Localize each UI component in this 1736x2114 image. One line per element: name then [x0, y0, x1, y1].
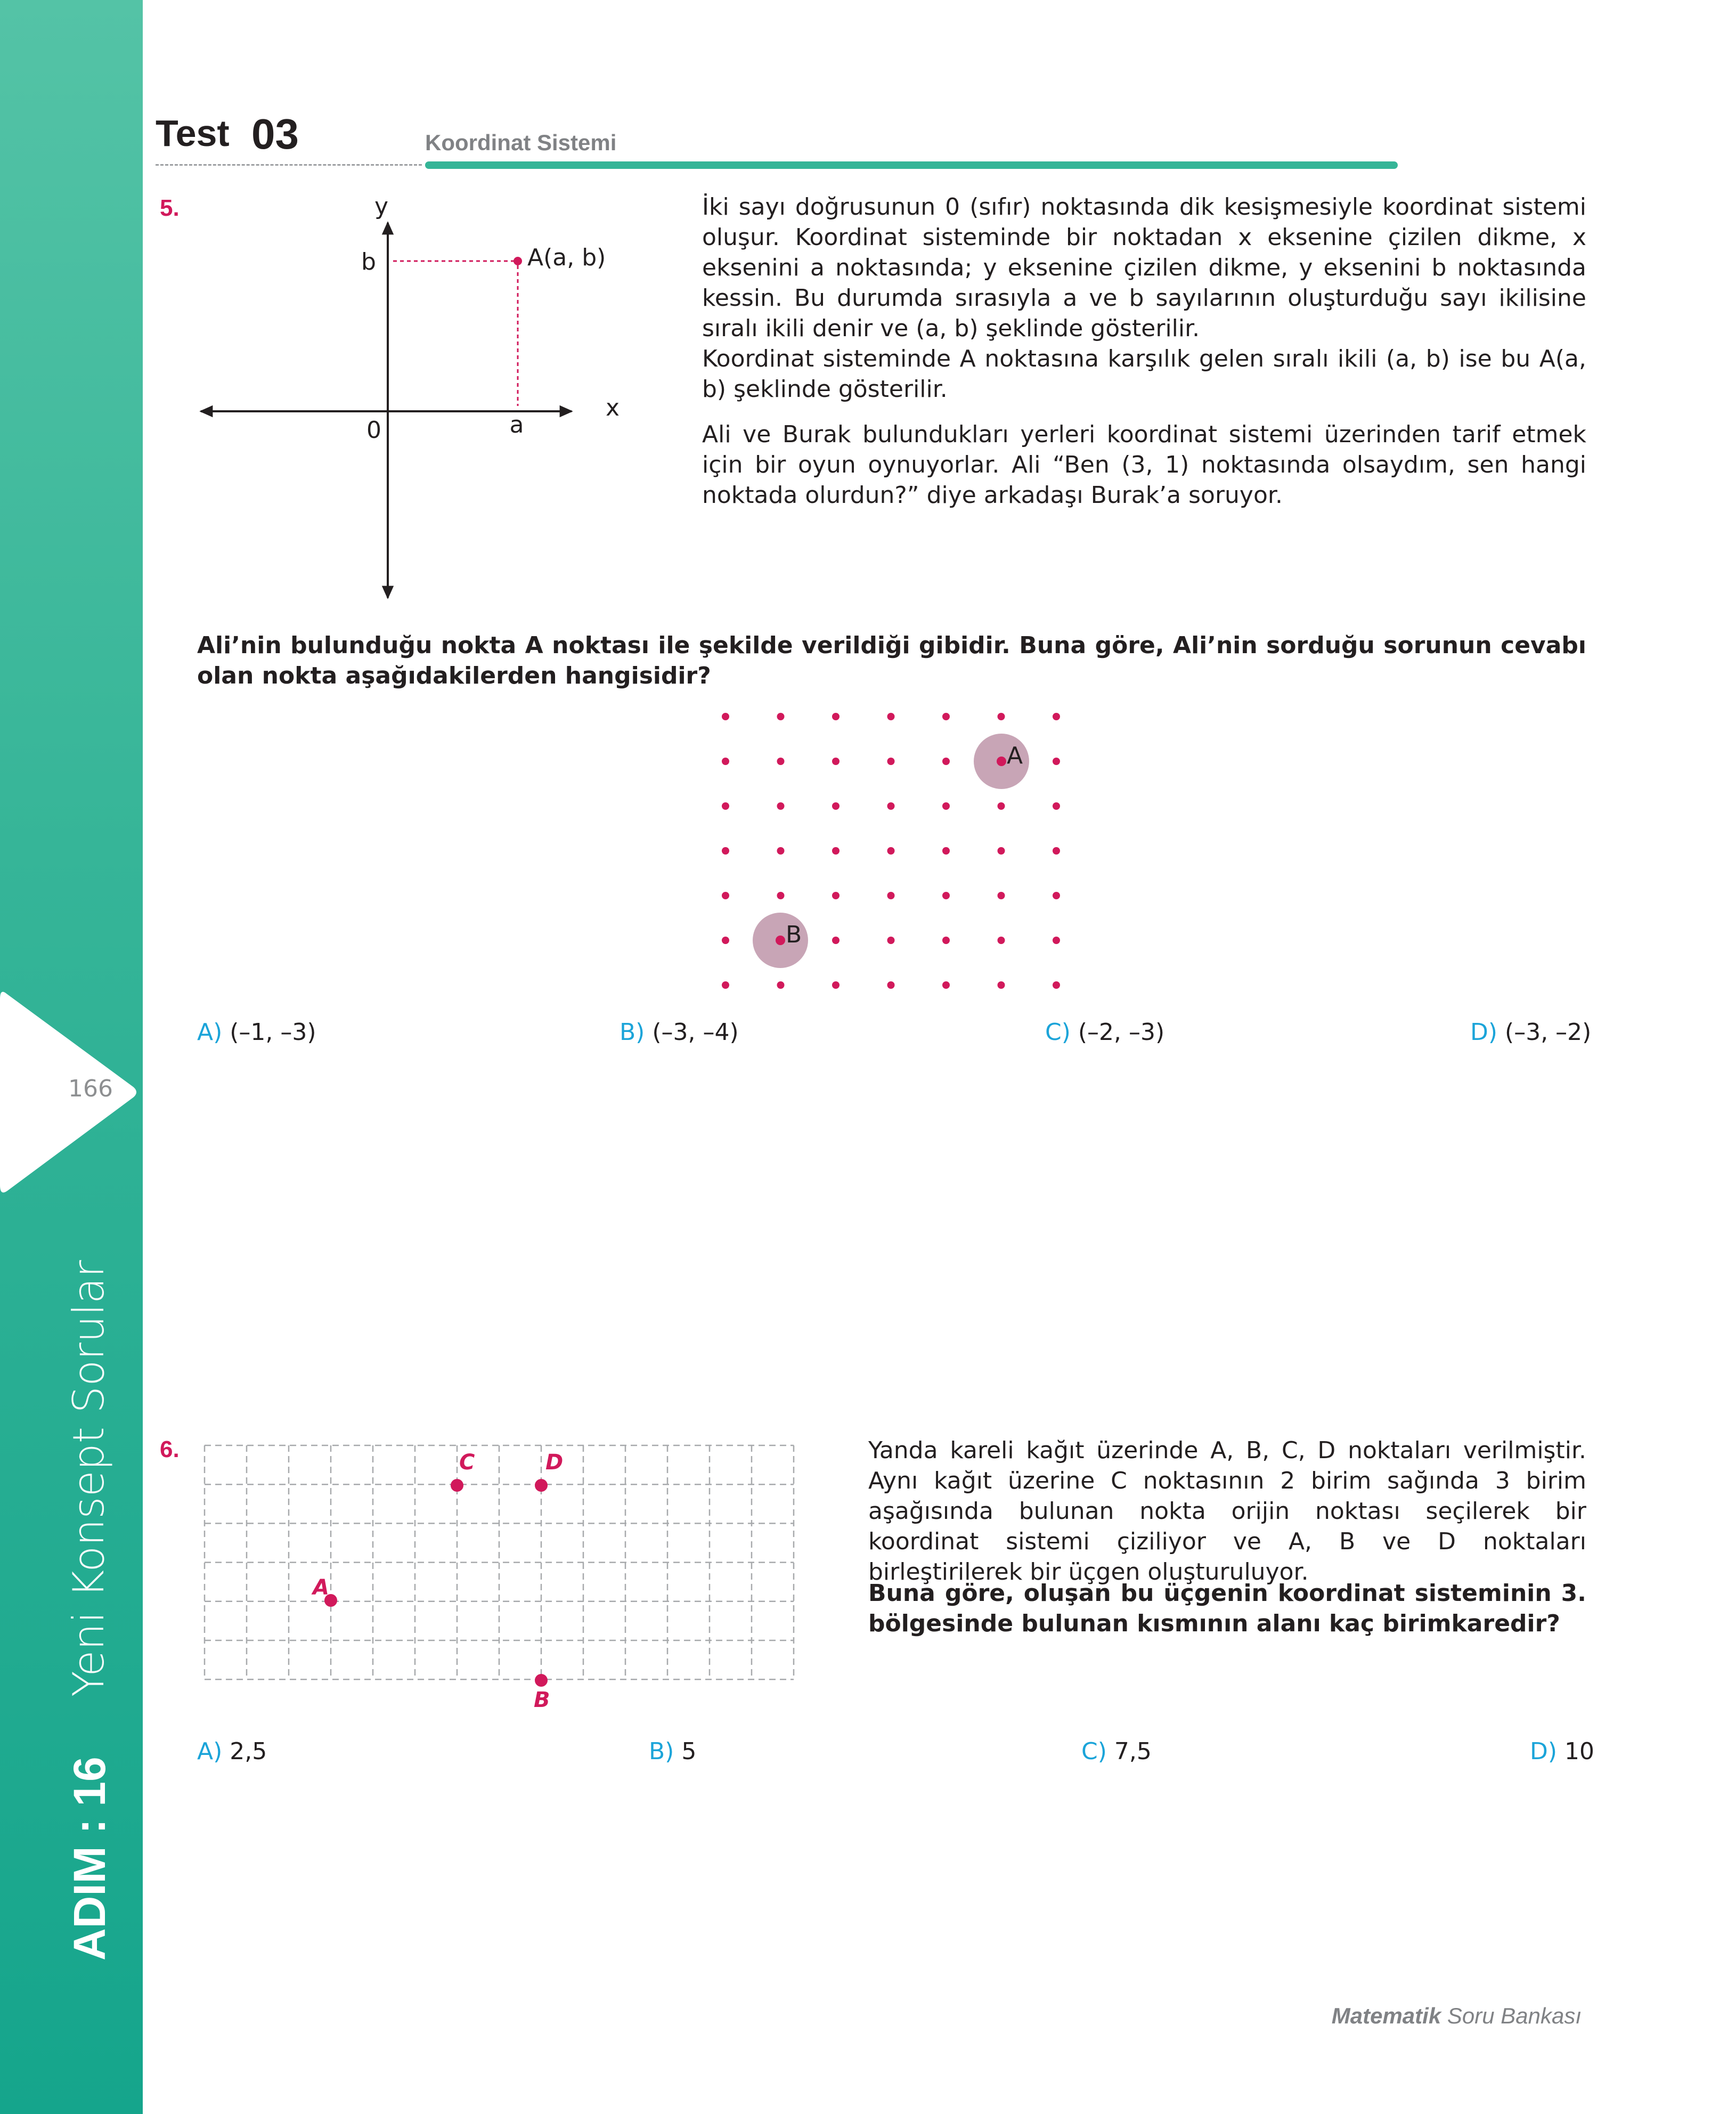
grid-dot [832, 758, 840, 765]
option-B[interactable] [649, 1738, 696, 1765]
grid-dot [777, 758, 785, 765]
grid-label-A: A [313, 1575, 329, 1600]
page-number: 166 [68, 1075, 113, 1102]
option-letter: D) [1530, 1738, 1558, 1765]
footer-book-title [1332, 2003, 1582, 2029]
header-dashed-rule [156, 164, 422, 166]
option-text: (–3, –4) [652, 1019, 739, 1046]
grid-label-C: C [459, 1450, 475, 1475]
grid-dot [1053, 981, 1060, 989]
option-text: 5 [681, 1738, 697, 1765]
grid-dot [887, 847, 895, 855]
grid-dot [887, 713, 895, 720]
option-letter: D) [1470, 1019, 1498, 1046]
question-5-passage [702, 192, 1586, 510]
grid-point-D [535, 1479, 548, 1492]
question-5-number: 5. [160, 195, 180, 221]
grid-dot [998, 892, 1005, 899]
option-letter: C) [1081, 1738, 1107, 1765]
grid-dot [887, 802, 895, 810]
option-letter: C) [1045, 1019, 1071, 1046]
grid-point-B [535, 1674, 548, 1687]
grid-dot [832, 892, 840, 899]
grid-label-B: B [534, 1688, 550, 1712]
grid-dot [887, 892, 895, 899]
option-B[interactable] [620, 1019, 739, 1046]
grid-dot [998, 937, 1005, 944]
option-letter: A) [197, 1019, 223, 1046]
passage-paragraph: Yanda kareli kağıt üzerinde A, B, C, D noktaları verilmiştir. Aynı kağıt üzerine C noktasının 2 birim sağında 3 birim aşağısında bulunan nokta orijin noktası seçilerek bir koordinat sistemi çiziliyor ve A, B ve D noktaları birleştirilerek bir üçgen oluşturuluyor. [868, 1437, 1586, 1585]
option-text: 10 [1564, 1738, 1595, 1765]
grid-dot [832, 937, 840, 944]
grid-dot [722, 847, 729, 855]
option-C[interactable] [1081, 1738, 1152, 1765]
a-label: a [509, 411, 524, 438]
grid-dot [777, 847, 785, 855]
origin-label: 0 [366, 417, 381, 444]
question-5-prompt: Ali’nin bulunduğu nokta A noktası ile şekilde verildiği gibidir. Buna göre, Ali’nin sorduğu sorunun cevabı olan nokta aşağıdakilerden hangisidir? [197, 632, 1586, 689]
grid-dot [832, 713, 840, 720]
option-text: 7,5 [1114, 1738, 1152, 1765]
grid-dot [942, 713, 950, 720]
grid-point-C [451, 1479, 463, 1492]
option-text: 2,5 [230, 1738, 267, 1765]
grid-dot [722, 758, 729, 765]
grid-label-B: B [786, 921, 802, 948]
option-C[interactable] [1045, 1019, 1164, 1046]
test-word: Test [156, 112, 230, 154]
grid-dot [998, 847, 1005, 855]
grid-dot [722, 802, 729, 810]
grid-dot [1053, 758, 1060, 765]
grid-point-B [776, 936, 785, 945]
grid-dot [722, 937, 729, 944]
grid-dot [722, 981, 729, 989]
grid-dot [998, 713, 1005, 720]
grid-dot [832, 981, 840, 989]
passage-paragraph: Koordinat sisteminde A noktasına karşılık gelen sıralı ikili (a, b) ise bu A(a, b) şeklinde gösterilir. [702, 345, 1586, 403]
question-6-number: 6. [160, 1436, 180, 1462]
option-A[interactable] [197, 1019, 316, 1046]
grid-dot [887, 981, 895, 989]
grid-dot [1053, 713, 1060, 720]
grid-dot [887, 937, 895, 944]
topic-title: Koordinat Sistemi [425, 130, 617, 155]
series-title: Yeni Konsept Sorular [64, 1260, 113, 1697]
grid-dot [998, 981, 1005, 989]
option-letter: B) [620, 1019, 645, 1046]
square-grid-figure [197, 1433, 810, 1721]
footer-book: Soru Bankası [1447, 2003, 1582, 2028]
dashed-square-grid [205, 1445, 794, 1679]
grid-dot [832, 802, 840, 810]
grid-dot [777, 981, 785, 989]
grid-dot [998, 802, 1005, 810]
grid-dot [1053, 937, 1060, 944]
header-accent-bar [425, 161, 1398, 169]
option-D[interactable] [1530, 1738, 1594, 1765]
passage-paragraph: Ali ve Burak bulundukları yerleri koordinat sistemi üzerinden tarif etmek için bir oyun oynuyorlar. Ali “Ben (3, 1) noktasında olsaydım, sen hangi noktada olurdun?” diye arkadaşı Burak’a soruyor. [702, 421, 1586, 509]
grid-dot [777, 892, 785, 899]
grid-dot [942, 937, 950, 944]
dot-grid-figure [703, 698, 1087, 996]
grid-label-D: D [545, 1450, 564, 1475]
grid-dot [942, 758, 950, 765]
grid-dot [722, 713, 729, 720]
grid-dot [942, 847, 950, 855]
passage-paragraph: İki sayı doğrusunun 0 (sıfır) noktasında dik kesişmesiyle koordinat sistemi oluşur. Koordinat sisteminde bir noktadan x eksenine çizilen dikme, x eksenini a noktasında; y eksenine çizilen dikme, y eksenini b noktasında kessin. Bu durumda sırasıyla a ve b sayılarının oluşturduğu sayı ikilisine sıralı ikili denir ve (a, b) şeklinde gösterilir. [702, 193, 1586, 342]
b-label: b [361, 248, 376, 275]
option-A[interactable] [197, 1738, 267, 1765]
grid-dot [832, 847, 840, 855]
grid-dot [942, 981, 950, 989]
grid-dot [942, 802, 950, 810]
x-axis-label: x [605, 394, 620, 421]
grid-dot [1053, 802, 1060, 810]
grid-label-A: A [1007, 742, 1023, 769]
grid-dot [1053, 847, 1060, 855]
grid-dot [942, 892, 950, 899]
grid-dot [887, 758, 895, 765]
point-A-label: A(a, b) [527, 244, 606, 271]
question-6-prompt: Buna göre, oluşan bu üçgenin koordinat sisteminin 3. bölgesinde bulunan kısmının alanı kaç birimkaredir? [868, 1580, 1586, 1637]
test-number: 03 [251, 110, 299, 158]
grid-point-A [997, 757, 1006, 766]
question-6-passage [868, 1435, 1586, 1587]
option-text: (–1, –3) [230, 1019, 316, 1046]
option-text: (–2, –3) [1078, 1019, 1165, 1046]
grid-dot [1053, 892, 1060, 899]
footer-subject: Matematik [1331, 2003, 1441, 2028]
option-letter: A) [197, 1738, 223, 1765]
grid-dot [777, 802, 785, 810]
step-label: ADIM : 16 [64, 1757, 115, 1961]
option-D[interactable] [1470, 1019, 1591, 1046]
coordinate-axes-figure [197, 192, 634, 607]
option-letter: B) [649, 1738, 674, 1765]
y-axis-label: y [374, 193, 389, 220]
point-A [514, 257, 522, 265]
grid-dot [722, 892, 729, 899]
grid-dot [777, 713, 785, 720]
option-text: (–3, –2) [1505, 1019, 1592, 1046]
